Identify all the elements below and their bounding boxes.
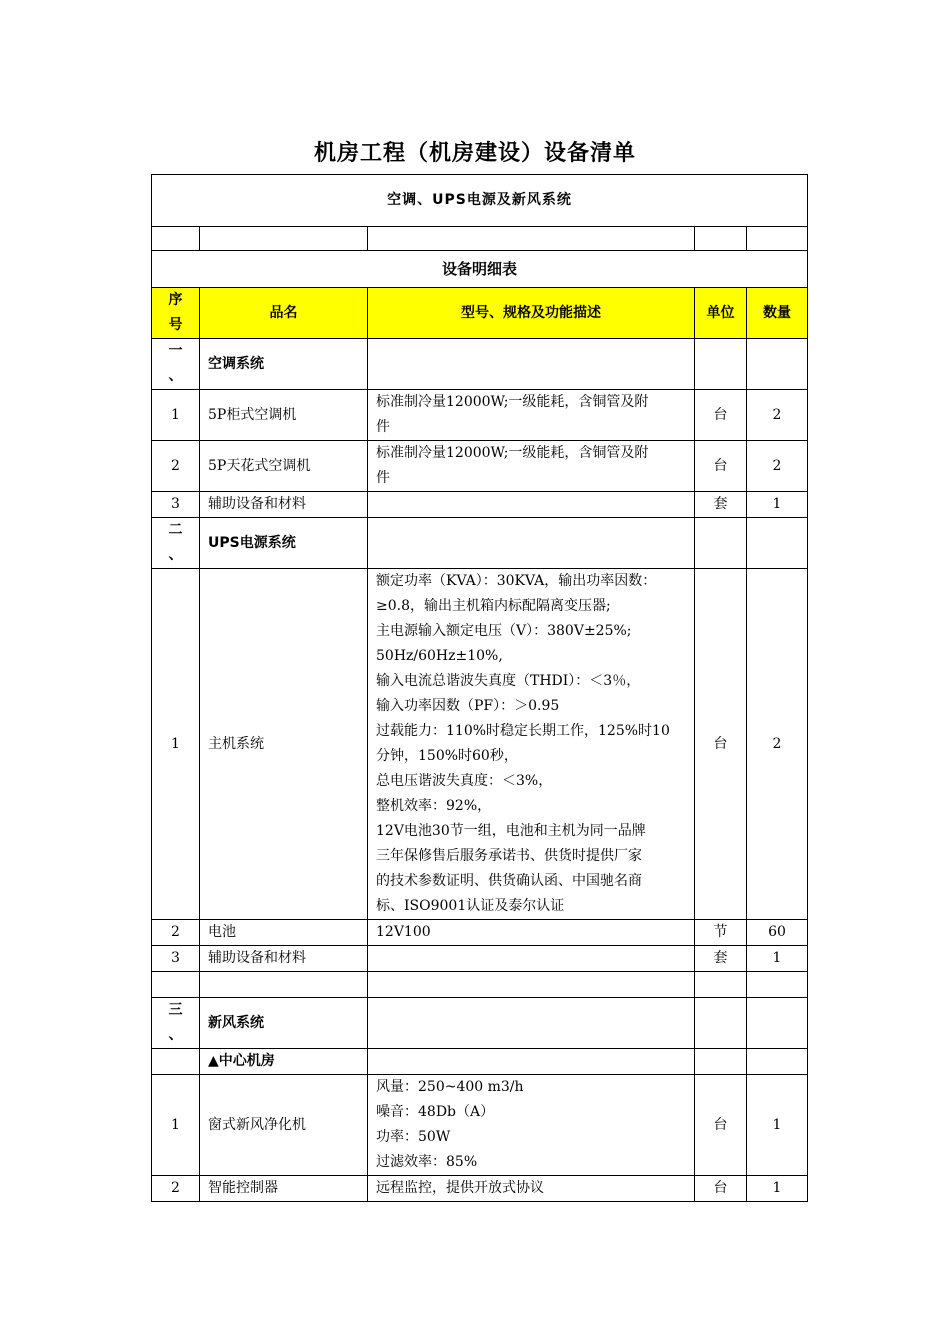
group-row-ac [152,339,808,390]
row-name: 智能控制器 [200,1176,368,1202]
group-seq: 三 、 [152,998,200,1049]
row-unit: 台 [695,1176,747,1202]
section-title: 空调、UPS电源及新风系统 [152,175,808,227]
group-name: 新风系统 [200,998,368,1049]
row-seq: 3 [152,492,200,518]
row-name: 电池 [200,920,368,946]
table-row [152,569,808,920]
row-seq: 2 [152,1176,200,1202]
row-spec: 额定功率（KVA）：30KVA，输出功率因数： ≥0.8，输出主机箱内标配隔离变压器; 主电源输入额定电压（V）：380V±25%; 50Hz/60Hz±10%, 输入电流总谐波失真度（THDI）：＜3％， 输入功率因数（PF）：＞0.95 过载能力：110%时稳定长期工作，125%时10 分钟，150%时60秒， 总电压谐波失真度：＜3%， 整机效率：92%， 12V电池30节一组，电池和主机为同一品牌 三年保修售后服务承诺书、供货时提供厂家 的技术参数证明、供货确认函、中国驰名商 标、ISO9001认证及泰尔认证 [368,569,695,920]
row-spec: 远程监控，提供开放式协议 [368,1176,695,1202]
detail-caption: 设备明细表 [152,251,808,288]
row-qty: 2 [747,441,808,492]
row-seq: 2 [152,441,200,492]
table-row [152,441,808,492]
row-qty: 1 [747,946,808,972]
row-name: 主机系统 [200,569,368,920]
row-spec [368,492,695,518]
row-seq: 3 [152,946,200,972]
row-spec: 标准制冷量12000W;一级能耗，含铜管及附 件 [368,390,695,441]
row-unit: 套 [695,946,747,972]
row-spec: 风量：250~400 m3/h 噪音：48Db（A） 功率：50W 过滤效率：85% [368,1075,695,1176]
table-row [152,946,808,972]
row-unit: 台 [695,441,747,492]
blank-row [152,227,808,251]
group-row-ventilation [152,998,808,1049]
row-qty: 2 [747,569,808,920]
equipment-table [151,174,808,1202]
group-name: UPS电源系统 [200,518,368,569]
table-header-row [152,288,808,339]
row-seq: 1 [152,1075,200,1176]
row-seq: 1 [152,569,200,920]
row-name: 辅助设备和材料 [200,492,368,518]
document-title: 机房工程（机房建设）设备清单 [313,141,636,166]
row-spec [368,946,695,972]
row-qty: 1 [747,1176,808,1202]
table-row [152,1075,808,1176]
row-spec: 12V100 [368,920,695,946]
row-unit: 节 [695,920,747,946]
row-spec: 标准制冷量12000W;一级能耗，含铜管及附 件 [368,441,695,492]
row-seq: 2 [152,920,200,946]
table-row [152,492,808,518]
row-name: 窗式新风净化机 [200,1075,368,1176]
row-unit: 台 [695,1075,747,1176]
row-qty: 1 [747,492,808,518]
row-name: 5P柜式空调机 [200,390,368,441]
subgroup-row [152,1049,808,1075]
header-spec: 型号、规格及功能描述 [368,288,695,339]
detail-caption-row [152,251,808,288]
row-seq: 1 [152,390,200,441]
group-seq: 二 、 [152,518,200,569]
row-name: 辅助设备和材料 [200,946,368,972]
header-unit: 单位 [695,288,747,339]
table-row [152,390,808,441]
section-title-row [152,175,808,227]
row-unit: 台 [695,390,747,441]
header-name: 品名 [200,288,368,339]
group-row-ups [152,518,808,569]
row-unit: 台 [695,569,747,920]
row-unit: 套 [695,492,747,518]
subgroup-name: ▲中心机房 [200,1049,368,1075]
header-seq: 序 号 [152,288,200,339]
group-name: 空调系统 [200,339,368,390]
row-qty: 2 [747,390,808,441]
row-name: 5P天花式空调机 [200,441,368,492]
group-seq: 一 、 [152,339,200,390]
table-row [152,1176,808,1202]
header-qty: 数量 [747,288,808,339]
row-qty: 60 [747,920,808,946]
row-qty: 1 [747,1075,808,1176]
blank-row [152,972,808,998]
table-row [152,920,808,946]
